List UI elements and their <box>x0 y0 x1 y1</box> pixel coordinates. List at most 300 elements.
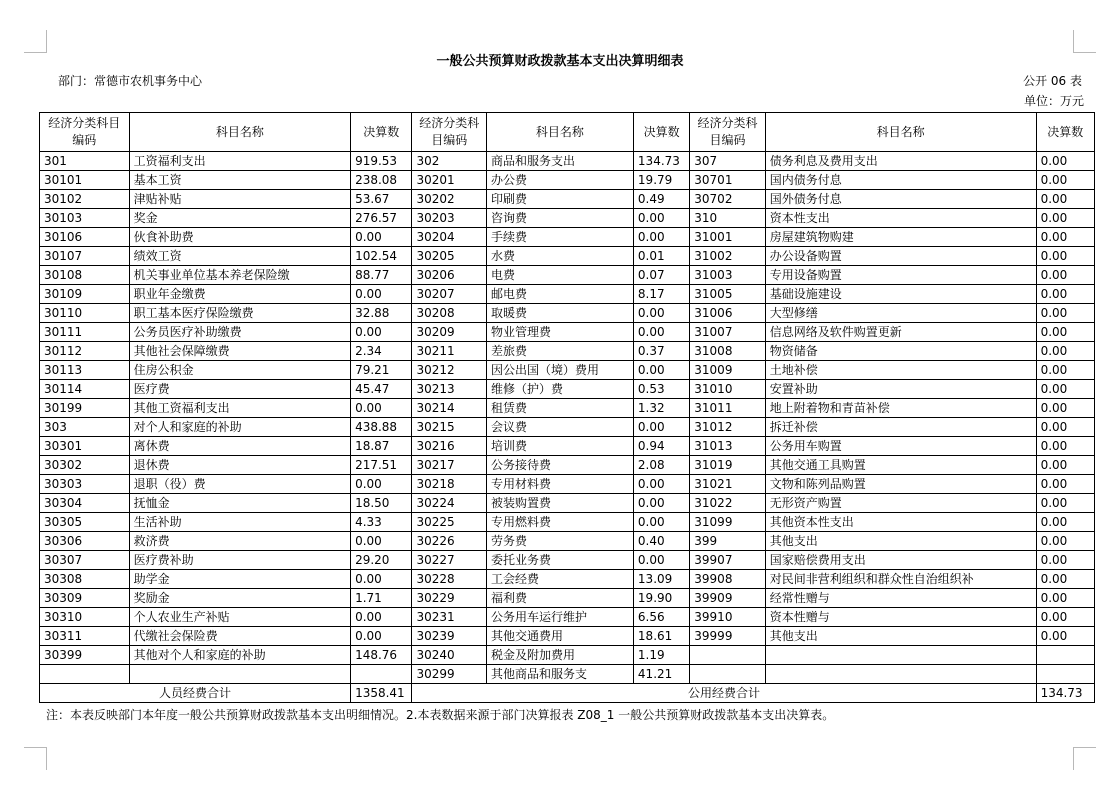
code-cell-3: 31007 <box>690 323 766 342</box>
amount-cell-1: 238.08 <box>351 171 412 190</box>
amount-cell-3: 0.00 <box>1036 323 1094 342</box>
name-cell-3: 无形资产购置 <box>765 494 1036 513</box>
code-cell-3: 31002 <box>690 247 766 266</box>
name-cell-2: 委托业务费 <box>486 551 633 570</box>
name-cell-1: 住房公积金 <box>129 361 350 380</box>
amount-cell-3: 0.00 <box>1036 437 1094 456</box>
name-cell-2: 咨询费 <box>486 209 633 228</box>
code-cell-2: 30209 <box>412 323 486 342</box>
header-code-1: 经济分类科目编码 <box>40 113 130 152</box>
name-cell-2: 差旅费 <box>486 342 633 361</box>
amount-cell-2: 0.00 <box>633 418 689 437</box>
table-row <box>40 190 1095 209</box>
code-cell-2: 30228 <box>412 570 486 589</box>
amount-cell-2: 0.40 <box>633 532 689 551</box>
code-cell-2: 30224 <box>412 494 486 513</box>
name-cell-1: 绩效工资 <box>129 247 350 266</box>
amount-cell-3: 0.00 <box>1036 589 1094 608</box>
amount-cell-3: 0.00 <box>1036 608 1094 627</box>
name-cell-3: 其他交通工具购置 <box>765 456 1036 475</box>
header-name-3: 科目名称 <box>765 113 1036 152</box>
table-row <box>40 608 1095 627</box>
name-cell-1: 伙食补助费 <box>129 228 350 247</box>
name-cell-3: 对民间非营利组织和群众性自治组织补 <box>765 570 1036 589</box>
code-cell-3: 30702 <box>690 190 766 209</box>
header-name-2: 科目名称 <box>486 113 633 152</box>
table-row <box>40 627 1095 646</box>
name-cell-2: 维修（护）费 <box>486 380 633 399</box>
code-cell-2: 30299 <box>412 665 486 684</box>
amount-cell-2: 0.00 <box>633 323 689 342</box>
amount-cell-2: 2.08 <box>633 456 689 475</box>
name-cell-1: 其他工资福利支出 <box>129 399 350 418</box>
amount-cell-3: 0.00 <box>1036 152 1094 171</box>
name-cell-2: 会议费 <box>486 418 633 437</box>
name-cell-3: 其他支出 <box>765 532 1036 551</box>
amount-cell-3: 0.00 <box>1036 171 1094 190</box>
code-cell-3: 39908 <box>690 570 766 589</box>
name-cell-1: 公务员医疗补助缴费 <box>129 323 350 342</box>
name-cell-3: 物资储备 <box>765 342 1036 361</box>
name-cell-1: 个人农业生产补贴 <box>129 608 350 627</box>
code-cell-3: 310 <box>690 209 766 228</box>
amount-cell-2: 134.73 <box>633 152 689 171</box>
code-cell-2: 30216 <box>412 437 486 456</box>
name-cell-2: 物业管理费 <box>486 323 633 342</box>
table-row <box>40 665 1095 684</box>
code-cell-1: 30304 <box>40 494 130 513</box>
code-cell-1: 30308 <box>40 570 130 589</box>
name-cell-1: 医疗费 <box>129 380 350 399</box>
amount-cell-3: 0.00 <box>1036 285 1094 304</box>
name-cell-2: 公务用车运行维护 <box>486 608 633 627</box>
table-row <box>40 646 1095 665</box>
name-cell-1: 救济费 <box>129 532 350 551</box>
amount-cell-3: 0.00 <box>1036 209 1094 228</box>
amount-cell-2: 0.01 <box>633 247 689 266</box>
amount-cell-2: 0.37 <box>633 342 689 361</box>
code-cell-1: 30303 <box>40 475 130 494</box>
name-cell-2: 手续费 <box>486 228 633 247</box>
code-cell-1: 30301 <box>40 437 130 456</box>
table-body <box>40 152 1095 684</box>
name-cell-1: 助学金 <box>129 570 350 589</box>
amount-cell-2: 8.17 <box>633 285 689 304</box>
code-cell-1 <box>40 665 130 684</box>
code-cell-1: 30101 <box>40 171 130 190</box>
name-cell-2: 印刷费 <box>486 190 633 209</box>
code-cell-1: 30399 <box>40 646 130 665</box>
unit-label: 单位：万元 <box>1023 94 1084 108</box>
code-cell-1: 30309 <box>40 589 130 608</box>
corner-mark-bottom-right <box>1073 747 1096 770</box>
amount-cell-3: 0.00 <box>1036 551 1094 570</box>
name-cell-2: 邮电费 <box>486 285 633 304</box>
table-row <box>40 475 1095 494</box>
table-row <box>40 152 1095 171</box>
name-cell-3: 其他资本性支出 <box>765 513 1036 532</box>
table-row <box>40 266 1095 285</box>
amount-cell-1: 0.00 <box>351 399 412 418</box>
table-row <box>40 589 1095 608</box>
code-cell-1: 30110 <box>40 304 130 323</box>
name-cell-3: 经常性赠与 <box>765 589 1036 608</box>
code-cell-1: 30108 <box>40 266 130 285</box>
name-cell-1: 工资福利支出 <box>129 152 350 171</box>
code-cell-3: 31006 <box>690 304 766 323</box>
table-row <box>40 570 1095 589</box>
code-cell-1: 30310 <box>40 608 130 627</box>
code-cell-2: 30212 <box>412 361 486 380</box>
table-row <box>40 551 1095 570</box>
amount-cell-1: 919.53 <box>351 152 412 171</box>
amount-cell-3: 0.00 <box>1036 304 1094 323</box>
amount-cell-2: 0.94 <box>633 437 689 456</box>
code-cell-1: 30302 <box>40 456 130 475</box>
code-cell-3: 31005 <box>690 285 766 304</box>
name-cell-3: 安置补助 <box>765 380 1036 399</box>
amount-cell-2: 0.00 <box>633 228 689 247</box>
code-cell-1: 301 <box>40 152 130 171</box>
amount-cell-3: 0.00 <box>1036 570 1094 589</box>
name-cell-2: 因公出国（境）费用 <box>486 361 633 380</box>
header-code-2: 经济分类科目编码 <box>412 113 486 152</box>
code-cell-1: 30305 <box>40 513 130 532</box>
amount-cell-3: 0.00 <box>1036 266 1094 285</box>
name-cell-2: 其他商品和服务支 <box>486 665 633 684</box>
header-name-1: 科目名称 <box>129 113 350 152</box>
table-row <box>40 361 1095 380</box>
code-cell-2: 30211 <box>412 342 486 361</box>
code-cell-1: 30311 <box>40 627 130 646</box>
code-cell-1: 30306 <box>40 532 130 551</box>
code-cell-1: 30102 <box>40 190 130 209</box>
code-cell-2: 30203 <box>412 209 486 228</box>
name-cell-3: 资本性赠与 <box>765 608 1036 627</box>
amount-cell-3: 0.00 <box>1036 513 1094 532</box>
amount-cell-2: 0.00 <box>633 551 689 570</box>
name-cell-2: 租赁费 <box>486 399 633 418</box>
code-cell-3: 31008 <box>690 342 766 361</box>
amount-cell-3: 0.00 <box>1036 475 1094 494</box>
table-row <box>40 399 1095 418</box>
table-row <box>40 513 1095 532</box>
amount-cell-1: 53.67 <box>351 190 412 209</box>
name-cell-3: 债务利息及费用支出 <box>765 152 1036 171</box>
amount-cell-3 <box>1036 646 1094 665</box>
amount-cell-1: 0.00 <box>351 627 412 646</box>
code-cell-2: 30206 <box>412 266 486 285</box>
amount-cell-1: 102.54 <box>351 247 412 266</box>
name-cell-1: 离休费 <box>129 437 350 456</box>
corner-mark-bottom-left <box>24 747 47 770</box>
header-code-3: 经济分类科目编码 <box>690 113 766 152</box>
code-cell-3: 39910 <box>690 608 766 627</box>
name-cell-3: 国外债务付息 <box>765 190 1036 209</box>
name-cell-1: 职工基本医疗保险缴费 <box>129 304 350 323</box>
name-cell-3: 专用设备购置 <box>765 266 1036 285</box>
amount-cell-1: 0.00 <box>351 323 412 342</box>
code-cell-1: 30109 <box>40 285 130 304</box>
code-cell-3 <box>690 665 766 684</box>
amount-cell-1: 32.88 <box>351 304 412 323</box>
table-row <box>40 380 1095 399</box>
name-cell-2: 培训费 <box>486 437 633 456</box>
code-cell-3: 39907 <box>690 551 766 570</box>
table-row <box>40 456 1095 475</box>
amount-cell-3: 0.00 <box>1036 342 1094 361</box>
totals-row <box>40 684 1095 703</box>
code-cell-2: 30205 <box>412 247 486 266</box>
amount-cell-1: 0.00 <box>351 475 412 494</box>
table-header-row <box>40 113 1095 152</box>
amount-cell-2: 41.21 <box>633 665 689 684</box>
name-cell-2: 专用燃料费 <box>486 513 633 532</box>
name-cell-1: 生活补助 <box>129 513 350 532</box>
code-cell-1: 30113 <box>40 361 130 380</box>
name-cell-1: 职业年金缴费 <box>129 285 350 304</box>
name-cell-1 <box>129 665 350 684</box>
table-row <box>40 342 1095 361</box>
name-cell-3: 土地补偿 <box>765 361 1036 380</box>
code-cell-2: 30231 <box>412 608 486 627</box>
code-cell-3: 39999 <box>690 627 766 646</box>
name-cell-3: 大型修缮 <box>765 304 1036 323</box>
name-cell-2: 水费 <box>486 247 633 266</box>
name-cell-2: 劳务费 <box>486 532 633 551</box>
table-row <box>40 247 1095 266</box>
name-cell-1: 津贴补贴 <box>129 190 350 209</box>
footnote: 注：本表反映部门本年度一般公共预算财政拨款基本支出明细情况。2.本表数据来源于部门决算报表 Z08_1 一般公共预算财政拨款基本支出决算表。 <box>46 708 835 722</box>
amount-cell-2: 18.61 <box>633 627 689 646</box>
code-cell-3: 31010 <box>690 380 766 399</box>
table-row <box>40 285 1095 304</box>
public-total-amount: 134.73 <box>1036 684 1094 703</box>
code-cell-3: 31009 <box>690 361 766 380</box>
code-cell-2: 30239 <box>412 627 486 646</box>
amount-cell-1: 4.33 <box>351 513 412 532</box>
code-cell-2: 302 <box>412 152 486 171</box>
form-number: 公开 06 表 <box>1023 74 1082 88</box>
amount-cell-2: 0.49 <box>633 190 689 209</box>
amount-cell-2: 0.00 <box>633 494 689 513</box>
code-cell-1: 30106 <box>40 228 130 247</box>
amount-cell-2: 1.32 <box>633 399 689 418</box>
code-cell-2: 30217 <box>412 456 486 475</box>
name-cell-2: 办公费 <box>486 171 633 190</box>
name-cell-3: 基础设施建设 <box>765 285 1036 304</box>
amount-cell-1: 0.00 <box>351 228 412 247</box>
code-cell-2: 30229 <box>412 589 486 608</box>
expenditure-table <box>39 112 1095 703</box>
code-cell-3: 30701 <box>690 171 766 190</box>
code-cell-3: 31019 <box>690 456 766 475</box>
name-cell-1: 其他对个人和家庭的补助 <box>129 646 350 665</box>
personnel-total-amount: 1358.41 <box>351 684 412 703</box>
amount-cell-1: 1.71 <box>351 589 412 608</box>
amount-cell-3: 0.00 <box>1036 627 1094 646</box>
code-cell-3: 31001 <box>690 228 766 247</box>
name-cell-3 <box>765 665 1036 684</box>
name-cell-2: 公务接待费 <box>486 456 633 475</box>
code-cell-3: 31012 <box>690 418 766 437</box>
code-cell-2: 30215 <box>412 418 486 437</box>
amount-cell-1: 438.88 <box>351 418 412 437</box>
code-cell-3: 39909 <box>690 589 766 608</box>
name-cell-1: 退休费 <box>129 456 350 475</box>
name-cell-2: 税金及附加费用 <box>486 646 633 665</box>
personnel-total-label: 人员经费合计 <box>40 684 351 703</box>
public-total-label: 公用经费合计 <box>412 684 1036 703</box>
code-cell-2: 30202 <box>412 190 486 209</box>
amount-cell-3: 0.00 <box>1036 247 1094 266</box>
amount-cell-1: 18.50 <box>351 494 412 513</box>
name-cell-1: 奖励金 <box>129 589 350 608</box>
code-cell-3: 31013 <box>690 437 766 456</box>
amount-cell-3: 0.00 <box>1036 494 1094 513</box>
code-cell-3 <box>690 646 766 665</box>
page-title: 一般公共预算财政拨款基本支出决算明细表 <box>436 54 684 69</box>
name-cell-1: 奖金 <box>129 209 350 228</box>
code-cell-2: 30218 <box>412 475 486 494</box>
amount-cell-2: 19.79 <box>633 171 689 190</box>
name-cell-3: 公务用车购置 <box>765 437 1036 456</box>
code-cell-1: 30107 <box>40 247 130 266</box>
amount-cell-2: 0.00 <box>633 304 689 323</box>
name-cell-2: 工会经费 <box>486 570 633 589</box>
amount-cell-2: 0.00 <box>633 475 689 494</box>
name-cell-3: 资本性支出 <box>765 209 1036 228</box>
amount-cell-1: 79.21 <box>351 361 412 380</box>
amount-cell-1: 0.00 <box>351 608 412 627</box>
code-cell-1: 30111 <box>40 323 130 342</box>
amount-cell-1: 45.47 <box>351 380 412 399</box>
table-row <box>40 323 1095 342</box>
code-cell-2: 30204 <box>412 228 486 247</box>
amount-cell-2: 0.07 <box>633 266 689 285</box>
code-cell-2: 30240 <box>412 646 486 665</box>
amount-cell-3: 0.00 <box>1036 418 1094 437</box>
code-cell-1: 30307 <box>40 551 130 570</box>
name-cell-1: 退职（役）费 <box>129 475 350 494</box>
amount-cell-3: 0.00 <box>1036 228 1094 247</box>
code-cell-1: 30103 <box>40 209 130 228</box>
amount-cell-1: 0.00 <box>351 532 412 551</box>
header-amount-1: 决算数 <box>351 113 412 152</box>
name-cell-3: 国内债务付息 <box>765 171 1036 190</box>
code-cell-3: 31099 <box>690 513 766 532</box>
code-cell-3: 31021 <box>690 475 766 494</box>
amount-cell-1: 0.00 <box>351 570 412 589</box>
name-cell-2: 电费 <box>486 266 633 285</box>
name-cell-1: 基本工资 <box>129 171 350 190</box>
name-cell-3: 房屋建筑物购建 <box>765 228 1036 247</box>
amount-cell-1: 88.77 <box>351 266 412 285</box>
amount-cell-2: 0.00 <box>633 361 689 380</box>
code-cell-2: 30226 <box>412 532 486 551</box>
name-cell-1: 其他社会保障缴费 <box>129 342 350 361</box>
name-cell-2: 商品和服务支出 <box>486 152 633 171</box>
table-row <box>40 171 1095 190</box>
name-cell-2: 福利费 <box>486 589 633 608</box>
code-cell-1: 30114 <box>40 380 130 399</box>
table-row <box>40 494 1095 513</box>
name-cell-2: 被装购置费 <box>486 494 633 513</box>
amount-cell-2: 6.56 <box>633 608 689 627</box>
amount-cell-2: 0.53 <box>633 380 689 399</box>
amount-cell-1: 29.20 <box>351 551 412 570</box>
amount-cell-3: 0.00 <box>1036 380 1094 399</box>
code-cell-2: 30227 <box>412 551 486 570</box>
amount-cell-3 <box>1036 665 1094 684</box>
amount-cell-2: 13.09 <box>633 570 689 589</box>
amount-cell-1: 2.34 <box>351 342 412 361</box>
name-cell-1: 医疗费补助 <box>129 551 350 570</box>
code-cell-3: 399 <box>690 532 766 551</box>
code-cell-1: 303 <box>40 418 130 437</box>
amount-cell-3: 0.00 <box>1036 456 1094 475</box>
amount-cell-1: 18.87 <box>351 437 412 456</box>
code-cell-3: 31022 <box>690 494 766 513</box>
table-row <box>40 532 1095 551</box>
name-cell-1: 抚恤金 <box>129 494 350 513</box>
name-cell-3: 其他支出 <box>765 627 1036 646</box>
name-cell-3: 文物和陈列品购置 <box>765 475 1036 494</box>
amount-cell-3: 0.00 <box>1036 399 1094 418</box>
name-cell-3: 地上附着物和青苗补偿 <box>765 399 1036 418</box>
amount-cell-1: 0.00 <box>351 285 412 304</box>
name-cell-2: 其他交通费用 <box>486 627 633 646</box>
table-row <box>40 209 1095 228</box>
name-cell-2: 专用材料费 <box>486 475 633 494</box>
name-cell-1: 对个人和家庭的补助 <box>129 418 350 437</box>
code-cell-3: 307 <box>690 152 766 171</box>
amount-cell-1 <box>351 665 412 684</box>
amount-cell-2: 1.19 <box>633 646 689 665</box>
amount-cell-3: 0.00 <box>1036 361 1094 380</box>
amount-cell-2: 0.00 <box>633 209 689 228</box>
amount-cell-1: 276.57 <box>351 209 412 228</box>
name-cell-1: 机关事业单位基本养老保险缴 <box>129 266 350 285</box>
name-cell-3: 信息网络及软件购置更新 <box>765 323 1036 342</box>
name-cell-2: 取暖费 <box>486 304 633 323</box>
code-cell-2: 30213 <box>412 380 486 399</box>
table-row <box>40 228 1095 247</box>
header-amount-2: 决算数 <box>633 113 689 152</box>
department-label: 部门：常德市农机事务中心 <box>58 74 203 88</box>
code-cell-2: 30201 <box>412 171 486 190</box>
name-cell-1: 代缴社会保险费 <box>129 627 350 646</box>
table-row <box>40 437 1095 456</box>
header-amount-3: 决算数 <box>1036 113 1094 152</box>
table-row <box>40 418 1095 437</box>
code-cell-3: 31003 <box>690 266 766 285</box>
code-cell-2: 30225 <box>412 513 486 532</box>
amount-cell-2: 0.00 <box>633 513 689 532</box>
name-cell-3: 国家赔偿费用支出 <box>765 551 1036 570</box>
code-cell-3: 31011 <box>690 399 766 418</box>
amount-cell-3: 0.00 <box>1036 190 1094 209</box>
table-row <box>40 304 1095 323</box>
amount-cell-1: 148.76 <box>351 646 412 665</box>
amount-cell-3: 0.00 <box>1036 532 1094 551</box>
name-cell-3 <box>765 646 1036 665</box>
code-cell-1: 30112 <box>40 342 130 361</box>
name-cell-3: 办公设备购置 <box>765 247 1036 266</box>
amount-cell-2: 19.90 <box>633 589 689 608</box>
name-cell-3: 拆迁补偿 <box>765 418 1036 437</box>
code-cell-2: 30208 <box>412 304 486 323</box>
